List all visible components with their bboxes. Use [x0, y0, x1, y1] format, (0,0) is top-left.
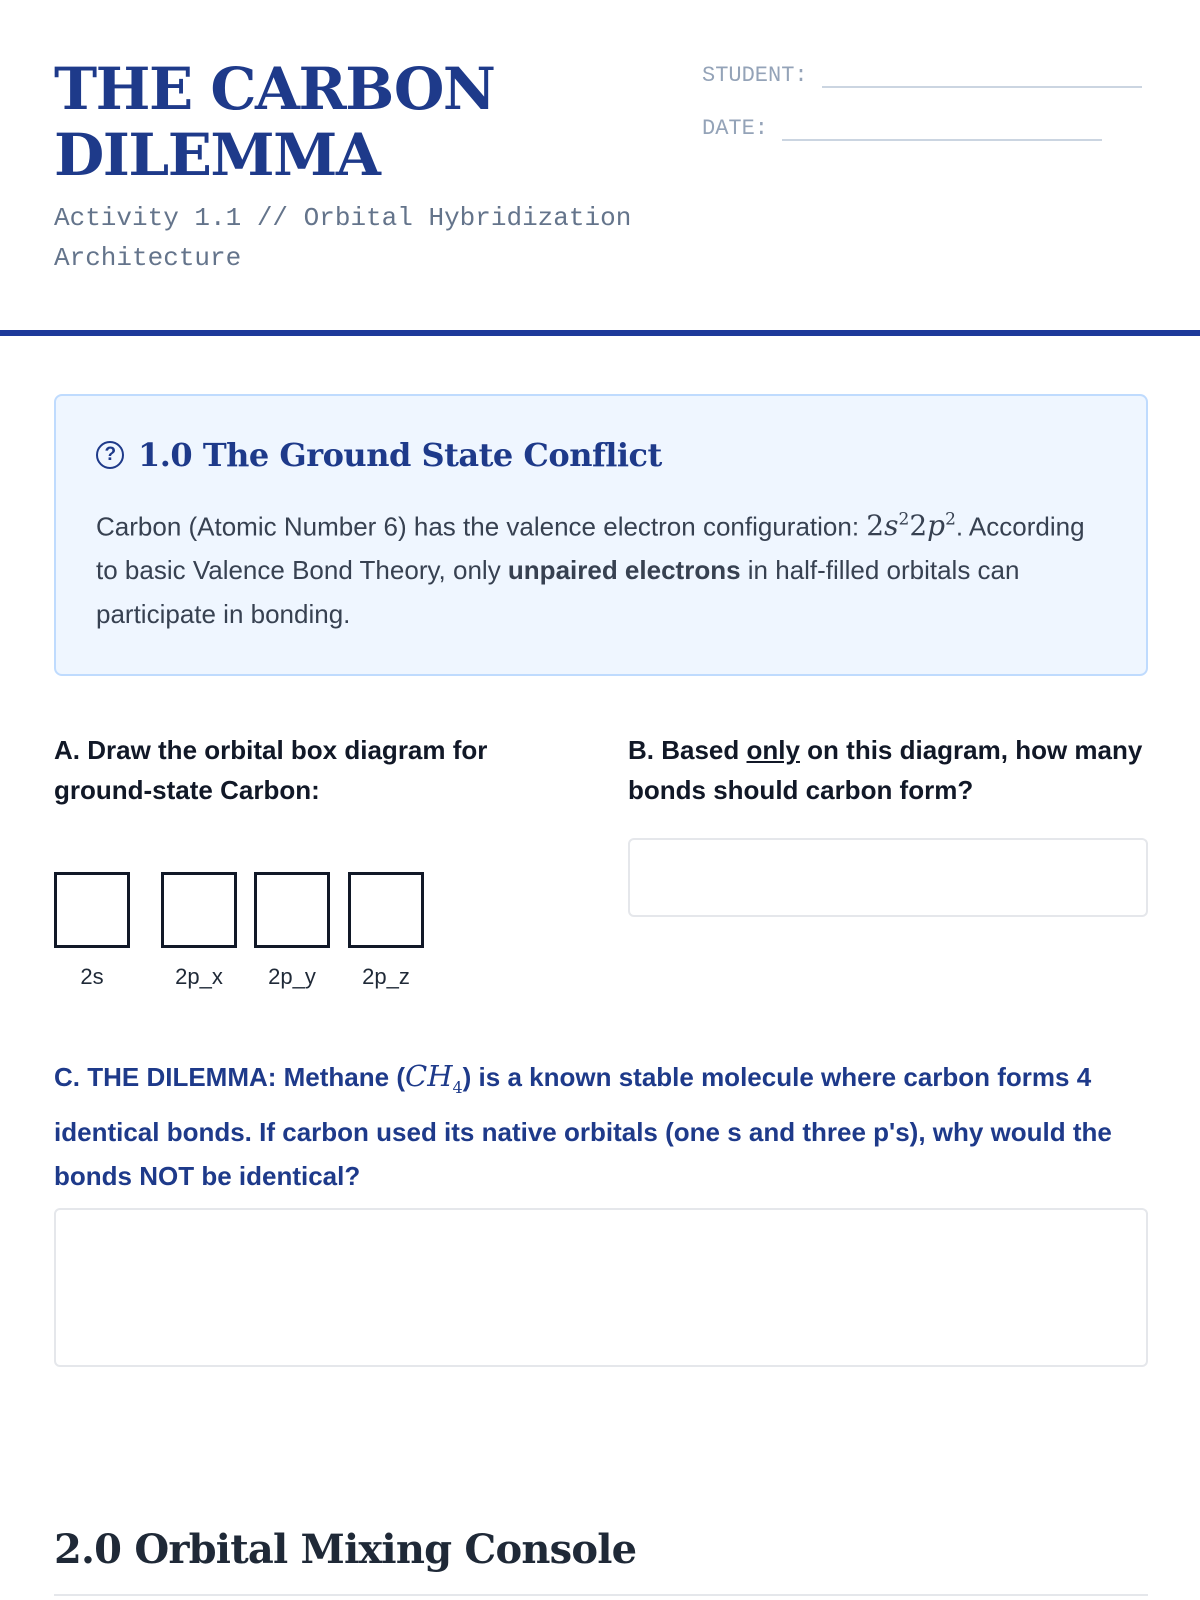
- formula-subscript: 4: [452, 1077, 463, 1097]
- question-b-suffix: on this diagram, how many bonds should carbon form?: [628, 735, 1143, 805]
- config-exp-1: 2: [898, 510, 910, 530]
- bonding-text-end: in half-filled orbitals can participate in bonding.: [96, 555, 1020, 630]
- student-field: [702, 60, 1142, 88]
- orbital-label-2px: 2p_x: [175, 964, 223, 989]
- config-coef-2: 2: [909, 509, 928, 543]
- orbital-box-2s[interactable]: [54, 872, 130, 948]
- electron-configuration: [866, 509, 956, 542]
- config-exp-2: 2: [945, 510, 956, 530]
- activity-subtitle: Activity 1.1 // Orbital Hybridization Architecture: [54, 203, 632, 273]
- date-line[interactable]: [782, 113, 1102, 141]
- section-1-title: 1.0 The Ground State Conflict: [138, 436, 662, 474]
- config-orbital-p: p: [927, 509, 946, 543]
- section-2-divider: [54, 1594, 1148, 1596]
- question-c-prefix: C. THE DILEMMA: Methane (: [54, 1062, 405, 1092]
- section-1-text: [96, 498, 1106, 636]
- section-1-heading: [96, 436, 1106, 474]
- config-intro-text: Carbon (Atomic Number 6) has the valence electron configuration:: [96, 511, 867, 542]
- date-field: [702, 113, 1102, 141]
- question-b-emphasis: only: [746, 735, 800, 765]
- orbital-label-2s: 2s: [80, 964, 104, 989]
- question-c-suffix: ) is a known stable molecule where carbon forms 4 identical bonds. If carbon used its native orbitals (one s and three p's), why would the bonds NOT be identical?: [54, 1062, 1112, 1191]
- question-c-label: [54, 1054, 1148, 1198]
- orbital-box-2px[interactable]: [161, 872, 237, 948]
- question-circle-icon: ?: [96, 441, 124, 469]
- unpaired-electrons-emphasis: unpaired electrons: [507, 555, 741, 586]
- formula-ch: CH: [405, 1059, 453, 1093]
- question-a-label: A. Draw the orbital box diagram for ground-state Carbon:: [54, 735, 488, 805]
- orbital-box-2pz[interactable]: [348, 872, 424, 948]
- question-b-answer-box[interactable]: [628, 838, 1148, 917]
- orbital-label-2py: 2p_y: [268, 964, 316, 989]
- student-label: STUDENT:: [702, 63, 808, 88]
- question-c-answer-box[interactable]: [54, 1208, 1148, 1367]
- page-title: THE CARBON DILEMMA: [54, 55, 495, 189]
- question-b-prefix: B. Based: [628, 735, 747, 765]
- question-b-label: [628, 730, 1148, 810]
- worksheet-header: [0, 0, 1200, 336]
- student-name-line[interactable]: [822, 60, 1142, 88]
- valence-bond-text: . According to basic Valence Bond Theory, only: [96, 511, 1085, 586]
- date-label: DATE:: [702, 116, 769, 141]
- orbital-label-2pz: 2p_z: [362, 964, 410, 989]
- methane-formula: [405, 1059, 463, 1097]
- config-coef-1: 2: [866, 509, 885, 543]
- section-2-heading: 2.0 Orbital Mixing Console: [54, 1526, 637, 1573]
- orbital-box-2py[interactable]: [254, 872, 330, 948]
- config-orbital-s: s: [884, 509, 899, 543]
- ground-state-info-box: [54, 394, 1148, 676]
